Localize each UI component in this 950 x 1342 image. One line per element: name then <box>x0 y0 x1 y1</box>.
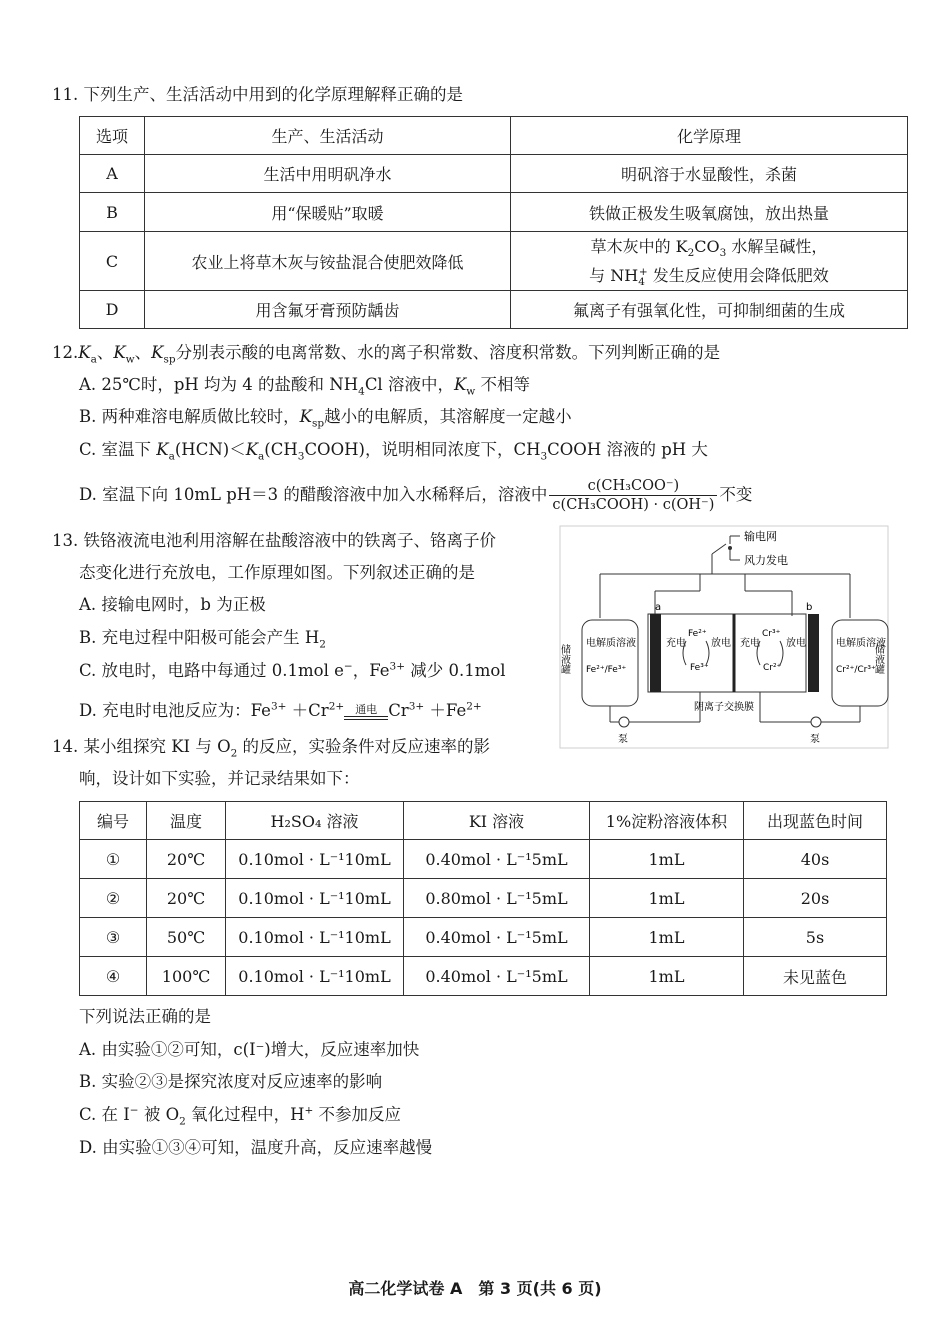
text: C. 室温下 <box>79 440 157 459</box>
text: 氧化过程中，H <box>185 1105 305 1124</box>
q14-option-b: B. 实验②③是探究浓度对反应速率的影响 <box>79 1072 383 1091</box>
table-cell: 0.80mol · L⁻¹5mL <box>404 879 590 918</box>
q11-row-a-activity: 生活中用明矾净水 <box>145 155 511 193</box>
text: (HCN)＜ <box>174 440 246 459</box>
left-tank-label: 储液罐 <box>558 644 570 674</box>
table-row <box>80 193 908 232</box>
q11-row-c-activity: 农业上将草木灰与铵盐混合使肥效降低 <box>145 232 511 291</box>
flow-battery-diagram <box>560 526 888 748</box>
table-cell: 20s <box>744 879 887 918</box>
table-cell: 0.10mol · L⁻¹10mL <box>226 957 404 996</box>
q12-option-b: B. 两种难溶电解质做比较时，$K_{sp}$越小的电解质，其溶解度一定越小 <box>79 407 572 430</box>
q11-row-c-option: C <box>80 232 145 291</box>
text: 的反应，实验条件对反应速率的影 <box>237 737 491 756</box>
text: 被 O <box>138 1105 180 1124</box>
text: 与 NH <box>589 266 639 285</box>
table-cell: 0.10mol · L⁻¹10mL <box>226 840 404 879</box>
label-a: a <box>655 602 662 613</box>
q14-option-d: D. 由实验①③④可知，温度升高，反应速率越慢 <box>79 1138 433 1157</box>
table-row <box>80 918 887 957</box>
q14-header-temperature: 温度 <box>147 802 226 840</box>
fraction-numerator: c(CH₃COO⁻) <box>549 477 717 496</box>
table-cell: 1mL <box>590 957 744 996</box>
q11-row-d-principle: 氟离子有强氧化性，可抑制细菌的生成 <box>511 291 908 329</box>
right-pump-icon <box>811 717 821 727</box>
label-b: b <box>806 602 813 613</box>
q12-stem: $12.K_a$、$K_w$、$K_{sp}$分别表示酸的电离常数、水的离子积常数、溶度积常数。下列判断正确的是 <box>52 343 721 366</box>
text: 12. <box>52 343 79 362</box>
right-tank-ions: Cr²⁺/Cr³⁺ <box>836 665 876 675</box>
q12-option-d <box>79 475 752 515</box>
left-tank-ions: Fe²⁺/Fe³⁺ <box>586 665 627 675</box>
text: D. 室温下向 10mL pH＝3 的醋酸溶液中加入水稀释后，溶液中 <box>79 485 548 504</box>
text: C. 放电时，电路中每通过 0.1mol e <box>79 661 344 680</box>
q14-option-c: C. 在 I− 被 $O_2$ 氧化过程中，H+ 不参加反应 <box>79 1104 402 1128</box>
label-fe3: Fe³⁺ <box>690 663 709 673</box>
label-charge-right: 充电 <box>740 638 760 649</box>
text: ，Fe <box>352 661 390 680</box>
electrode-b <box>808 614 819 692</box>
table-cell: ② <box>80 879 147 918</box>
table-cell: 1mL <box>590 840 744 879</box>
text: (CH <box>264 440 298 459</box>
q11-row-a-principle: 明矾溶于水显酸性，杀菌 <box>511 155 908 193</box>
text: 不相等 <box>475 375 531 394</box>
text: 减少 0.1mol <box>405 661 506 680</box>
table-cell: ③ <box>80 918 147 957</box>
text: CO <box>694 237 720 256</box>
text: 越小的电解质，其溶解度一定越小 <box>324 407 572 426</box>
q13-option-a: A. 接输电网时，b 为正极 <box>79 595 266 614</box>
table-cell: 0.10mol · L⁻¹10mL <box>226 879 404 918</box>
table-cell: 1mL <box>590 918 744 957</box>
q13-option-d: D. 充电时电池反应为：$Fe^{3+} +Cr^{2+}$ 通电 $Cr^{3+} +Fe^{2+}$ <box>79 700 482 720</box>
q11-row-b-principle: 铁做正极发生吸氧腐蚀，放出热量 <box>511 193 908 232</box>
q14-stem-line2: 响，设计如下实验，并记录结果如下： <box>79 769 360 788</box>
q11-header-option: 选项 <box>80 117 145 155</box>
reaction-condition: 通电 <box>355 702 378 716</box>
q14-header-blue-time: 出现蓝色时间 <box>744 802 887 840</box>
q13-stem-line1: 13. 铁铬液流电池利用溶解在盐酸溶液中的铁离子、铬离子价 <box>52 531 496 550</box>
left-pump-icon <box>619 717 629 727</box>
right-pump-label: 泵 <box>810 734 820 745</box>
text: A. 25℃时，pH 均为 4 的盐酸和 NH <box>79 375 359 394</box>
table-cell: 5s <box>744 918 887 957</box>
label-cr3: Cr³⁺ <box>762 629 781 639</box>
text: 不参加反应 <box>313 1105 402 1124</box>
q14-option-a: A. 由实验①②可知，c(I⁻)增大，反应速率加快 <box>79 1040 420 1059</box>
label-grid: 输电网 <box>744 530 777 543</box>
text: 14. 某小组探究 KI 与 O <box>52 737 231 756</box>
table-cell: 未见蓝色 <box>744 957 887 996</box>
table-cell: 20℃ <box>147 840 226 879</box>
text: ＋Cr <box>286 701 329 720</box>
q14-header-ki: KI 溶液 <box>404 802 590 840</box>
table-row <box>80 879 887 918</box>
label-charge-left: 充电 <box>666 638 686 649</box>
q11-row-d-activity: 用含氟牙膏预防龋齿 <box>145 291 511 329</box>
q13-option-c: C. 放电时，电路中每通过 0.1mol e−，$Fe^{3+}$ 减少 0.1mol <box>79 660 506 680</box>
right-tank-electrolyte: 电解质溶液 <box>836 638 886 649</box>
table-cell: 0.10mol · L⁻¹10mL <box>226 918 404 957</box>
q12-option-a: A. 25℃时，pH 均为 4 的盐酸和 $NH_4Cl$ 溶液中，$K_w$ 不相等 <box>79 375 531 398</box>
text: ＋Fe <box>424 701 467 720</box>
q14-header-number: 编号 <box>80 802 147 840</box>
q11-stem: 11. 下列生产、生活活动中用到的化学原理解释正确的是 <box>52 85 463 104</box>
text: C. 在 I <box>79 1105 130 1124</box>
table-cell: ④ <box>80 957 147 996</box>
table-cell: 50℃ <box>147 918 226 957</box>
electrode-a <box>650 614 661 692</box>
q11-row-b-option: B <box>80 193 145 232</box>
text: Cl 溶液中， <box>364 375 454 394</box>
text: 分别表示酸的电离常数、水的离子积常数、溶度积常数。下列判断正确的是 <box>175 343 721 362</box>
table-cell: 0.40mol · L⁻¹5mL <box>404 840 590 879</box>
text: 不变 <box>719 485 753 504</box>
text: D. 充电时电池反应为：Fe <box>79 701 271 720</box>
q11-header-principle: 化学原理 <box>511 117 908 155</box>
q11-row-c-principle: 草木灰中的 $K_2CO_3$ 水解呈碱性， 与 $NH_4^+$ 发生反应使用会降低肥效 <box>511 232 908 291</box>
q11-row-d-option: D <box>80 291 145 329</box>
fraction-denominator: c(CH₃COOH) · c(OH⁻) <box>552 497 715 513</box>
label-discharge-left: 放电 <box>711 638 731 649</box>
q11-header-activity: 生产、生活活动 <box>145 117 511 155</box>
text: 发生反应使用会降低肥效 <box>647 266 829 285</box>
table-cell: 0.40mol · L⁻¹5mL <box>404 918 590 957</box>
text: COOH)，说明相同浓度下，CH <box>304 440 541 459</box>
table-cell: 1mL <box>590 879 744 918</box>
q13-option-b: B. 充电过程中阳极可能会产生 $H_2$ <box>79 628 326 651</box>
label-fe2: Fe²⁺ <box>688 629 707 639</box>
text: B. 充电过程中阳极可能会产生 H <box>79 628 320 647</box>
left-tank-electrolyte: 电解质溶液 <box>586 638 636 649</box>
q14-header-starch: 1%淀粉溶液体积 <box>590 802 744 840</box>
label-cr2: Cr²⁺ <box>763 663 782 673</box>
text: 草木灰中的 K <box>590 237 688 256</box>
text: 水解呈碱性， <box>726 237 828 256</box>
q11-table <box>79 116 908 329</box>
table-row <box>80 155 908 193</box>
q12-fraction <box>549 477 717 514</box>
membrane-label: 阴离子交换膜 <box>694 702 754 713</box>
q14-lead: 下列说法正确的是 <box>79 1007 211 1026</box>
table-cell: 20℃ <box>147 879 226 918</box>
table-row <box>80 291 908 329</box>
text: B. 两种难溶电解质做比较时， <box>79 407 300 426</box>
table-cell: 0.40mol · L⁻¹5mL <box>404 957 590 996</box>
text: COOH 溶液的 pH 大 <box>547 440 708 459</box>
label-discharge-right: 放电 <box>786 638 806 649</box>
table-cell: 100℃ <box>147 957 226 996</box>
diagram-frame <box>560 526 888 748</box>
right-tank-label: 储液罐 <box>872 644 884 674</box>
q14-table <box>79 801 887 996</box>
q11-row-a-option: A <box>80 155 145 193</box>
q13-stem-line2: 态变化进行充放电，工作原理如图。下列叙述正确的是 <box>79 563 475 582</box>
equation-arrow <box>344 704 388 720</box>
q14-stem-line1: 14. 某小组探究 KI 与 $O_2$ 的反应，实验条件对反应速率的影 <box>52 737 491 760</box>
table-cell: 40s <box>744 840 887 879</box>
page-footer: 高二化学试卷 A 第 3 页(共 6 页) <box>348 1279 602 1298</box>
q12-option-c: C. 室温下 $K_a(HCN)<K_a(CH_3COOH)$，说明相同浓度下，$CH_3COOH$ 溶液的 pH 大 <box>79 440 708 463</box>
table-row <box>80 232 908 291</box>
q11-row-b-activity: 用“保暖贴”取暖 <box>145 193 511 232</box>
text: Cr <box>388 701 409 720</box>
table-row <box>80 957 887 996</box>
q14-header-h2so4: H₂SO₄ 溶液 <box>226 802 404 840</box>
table-cell: ① <box>80 840 147 879</box>
table-row <box>80 840 887 879</box>
label-wind-power: 风力发电 <box>744 554 788 567</box>
left-pump-label: 泵 <box>618 734 628 745</box>
